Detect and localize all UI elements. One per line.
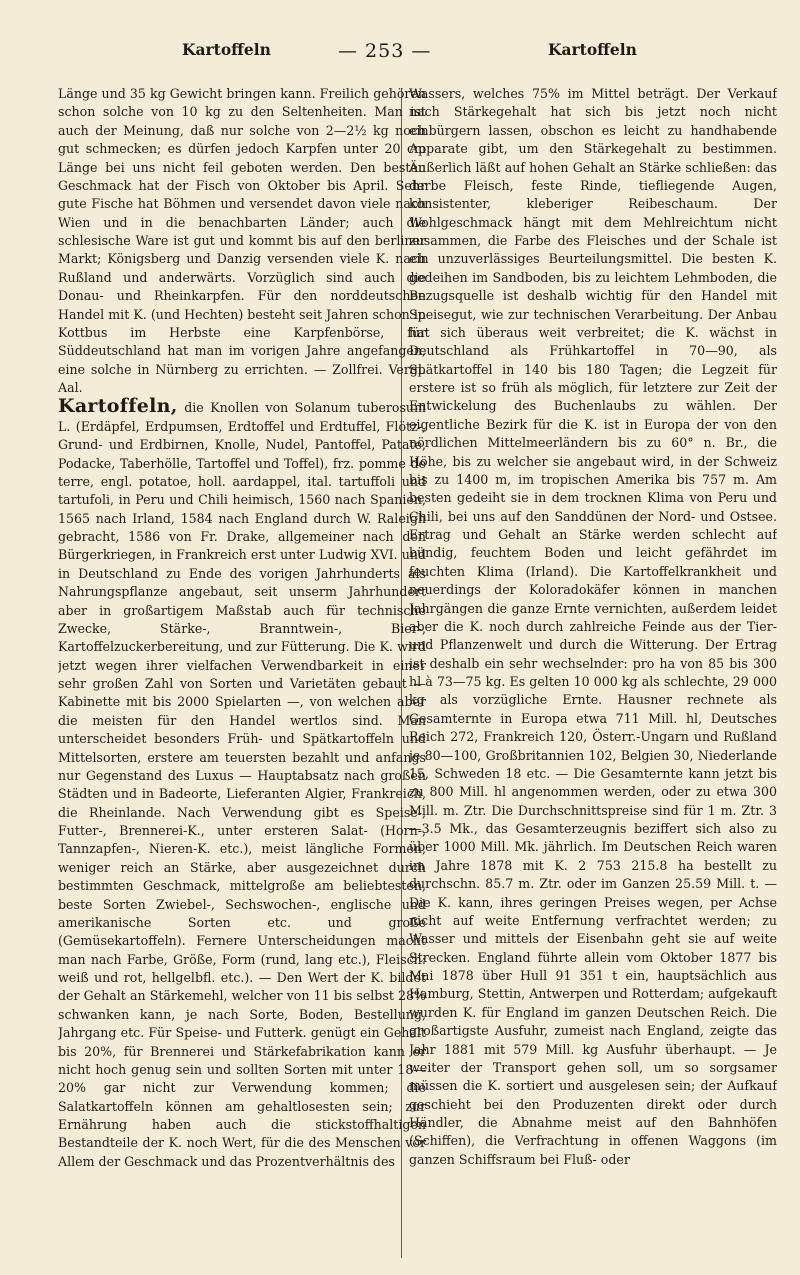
entry-paragraph [58,397,426,1171]
right-column [409,85,777,1260]
right-column-text: Wassers, welches 75% im Mittel beträgt. Der Verkauf nach Stärkegehalt hat sich bis jetzt noch nicht einbürgern lassen, obschon es leicht zu handhabende Apparate gibt, um den Stärkegehalt zu bestimmen. Äußerlich läßt auf hohen Gehalt an Stärke schließen: das derbe Fleisch, feste Rinde, tiefliegende Augen, konsistenter, kleberiger Reibeschaum. Der Wohlgeschmack hängt mit dem Mehlreichtum nicht zusammen, die Farbe des Fleisches und der Schale ist ein unzuverlässiges Beurteilungsmittel. Die besten K. gedeihen im Sandboden, bis zu leichtem Lehmboden, die Bezugsquelle ist deshalb wichtig für den Handel mit Speisegut, wie zur technischen Verarbeitung. Der Anbau hat sich überaus weit verbreitet; die K. wächst in Deutschland als Frühkartoffel in 70—90, als Spätkartoffel in 140 bis 180 Tagen; die Legzeit für erstere ist so früh als möglich, für letztere zur Zeit der Entwickelung des Buchenlaubs zu wählen. Der eigentliche Bezirk für die K. ist in Europa der von den nördlichen Mittelmeerländern bis zu 60° n. Br., die Höhe, bis zu welcher sie angebaut wird, in der Schweiz bis zu 1400 m, im tropischen Amerika bis 757 m. Am besten gedeiht sie in dem trocknen Klima von Peru und Chili, bei uns auf den Sanddünen der Nord- und Ostsee. Ertrag und Gehalt an Stärke werden schlecht auf bündig, feuchtem Boden und leicht gefährdet im feuchten Klima (Irland). Die Kartoffelkrankheit und neuerdings der Koloradokäfer können in manchen Jahrgängen die ganze Ernte vernichten, außerdem leidet aber die K. noch durch zahlreiche Feinde aus der Tier- und Pflanzenwelt und durch die Witterung. Der Ertrag ist deshalb ein sehr wechselnder: pro ha von 85 bis 300 hl à 73—75 kg. Es gelten 10 000 kg als schlechte, 29 000 kg als vorzügliche Ernte. Hausner rechnete als Gesamternte in Europa etwa 711 Mill. hl, Deutsches Reich 272, Frankreich 120, Österr.-Ungarn und Rußland je 80—100, Großbritannien 102, Belgien 30, Niederlande 15, Schweden 18 etc. — Die Gesamternte kann jetzt bis zu 800 Mill. hl angenommen werden, oder zu etwa 300 Mill. m. Ztr. Die Durchschnittspreise sind für 1 m. Ztr. 3—3.5 Mk., das Gesamterzeugnis beziffert sich also zu über 1000 Mill. Mk. jährlich. Im Deutschen Reich waren im Jahre 1878 mit K. 2 753 215.8 ha bestellt zu durchschn. 85.7 m. Ztr. oder im Ganzen 25.59 Mill. t. — Die K. kann, ihres geringen Preises wegen, per Achse nicht auf weite Entfernung verfrachtet werden; zu Wasser und mittels der Eisenbahn geht sie auf weite Strecken. England führte allein vom Oktober 1877 bis Mai 1878 über Hull 91 351 t ein, hauptsächlich aus Hamburg, Stettin, Antwerpen und Rotterdam; aufgekauft wurden K. für England im ganzen Deutschen Reich. Die großartigste Ausfuhr, zumeist nach England, zeigte das Jahr 1881 mit 579 Mill. kg Ausfuhr überhaupt. — Je weiter der Transport gehen soll, um so sorgsamer müssen die K. sortiert und ausgelesen sein; der Aufkauf geschieht bei den Produzenten direkt oder durch Händler, die Abnahme meist auf den Bahnhöfen (Schiffen), die Verfrachtung in offenen Waggons (im ganzen Schiffsraum bei Fluß- oder [409,86,777,1167]
entry-text: die Knollen von Solanum tuberosum L. (Erdäpfel, Erdpumsen, Erdtoffel und Erdtuffel, Flötz-, Grund- und Erdbirnen, Knolle, Nudel, Pantoffel, Patate, Podacke, Taberhölle, Tartoffel und Toffel), frz. pomme de terre, engl. potatoe, holl. aardappel, ital. tartuffoli und tartufoli, in Peru und Chili heimisch, 1560 nach Spanien, 1565 nach Irland, 1584 nach England durch W. Raleigh gebracht, 1586 von Fr. Drake, allgemeiner nach den Bürgerkriegen, in Frankreich erst unter Ludwig XVI. und in Deutschland zu Ende des vorigen Jahrhunderts als Nahrungspflanze angebaut, seit unserm Jahrhundert aber in großartigem Maßstab auch für technische Zwecke, Stärke-, Branntwein-, Bier-, Kartoffelzuckerbereitung, und zur Fütterung. Die K. wird jetzt wegen ihrer vielfachen Verwendbarkeit in einer sehr großen Zahl von Sorten und Varietäten gebaut — Kabinette mit bis 2000 Spielarten —, von welchen aber die meisten für den Handel wertlos sind. Man unterscheidet besonders Früh- und Spätkartoffeln und Mittelsorten, erstere am teuersten bezahlt und anfangs nur Gegenstand des Luxus — Hauptabsatz nach großen Städten und in Badeorte, Lieferanten Algier, Frankreich, die Rheinlande. Nach Verwendung gibt es Speise-, Futter-, Brennerei-K., unter ersteren Salat- (Horn-, Tannzapfen-, Nieren-K. etc.), meist längliche Formen, weniger reich an Stärke, aber ausgezeichnet durch bestimmten Geschmack, mittelgroße am beliebtesten, beste Sorten Zwiebel-, Sechswochen-, englische und amerikanische Sorten etc. und große (Gemüsekartoffeln). Fernere Unterscheidungen macht man nach Farbe, Größe, Form (rund, lang etc.), Fleisch: weiß und rot, hellgelbfl. etc.). — Den Wert der K. bildet der Gehalt an Stärkemehl, welcher von 11 bis selbst 28% schwanken kann, je nach Sorte, Boden, Bestellung, Jahrgang etc. Für Speise- und Futterk. genügt ein Gehalt bis 20%, für Brennerei und Stärkefabrikation kann er nicht hoch genug sein und sollten Sorten mit unter 18—20% gar nicht zur Verwendung kommen; die Salatkartoffeln können am gehaltlosesten sein; zur Ernährung haben auch die stickstoffhaltigen Bestandteile der K. noch Wert, für die des Menschen vor Allem der Geschmack und das Prozentverhältnis des [58,400,426,1169]
continuation-paragraph: Länge und 35 kg Gewicht bringen kann. Freilich gehören schon solche von 10 kg zu den Seltenheiten. Man ist auch der Meinung, daß nur solche von 2—2½ kg noch gut schmecken; es dürfen jedoch Karpfen unter 20 cm Länge bei uns nicht feil geboten werden. Den besten Geschmack hat der Fisch von Oktober bis April. Sehr gute Fische hat Böhmen und versendet davon viele nach Wien und in die benachbarten Länder; auch die schlesische Ware ist gut und kommt bis auf den berliner Markt; Königsberg und Danzig versenden viele K. nach Rußland und anderwärts. Vorzüglich sind auch die Donau- und Rheinkarpfen. Für den norddeutschen Handel mit K. (und Hechten) besteht seit Jahren schon in Kottbus im Herbste eine Karpfenbörse, für Süddeutschland hat man im vorigen Jahre angefangen, eine solche in Nürnberg zu errichten. — Zollfrei. Vergl. Aal. [58,86,426,395]
page-header [0,40,800,70]
running-head-right: Kartoffeln [548,40,637,59]
running-head-left: Kartoffeln [182,40,271,59]
page-number: — 253 — [338,40,432,62]
entry-headword: Kartoffeln, [58,395,178,418]
left-column [58,85,426,1260]
